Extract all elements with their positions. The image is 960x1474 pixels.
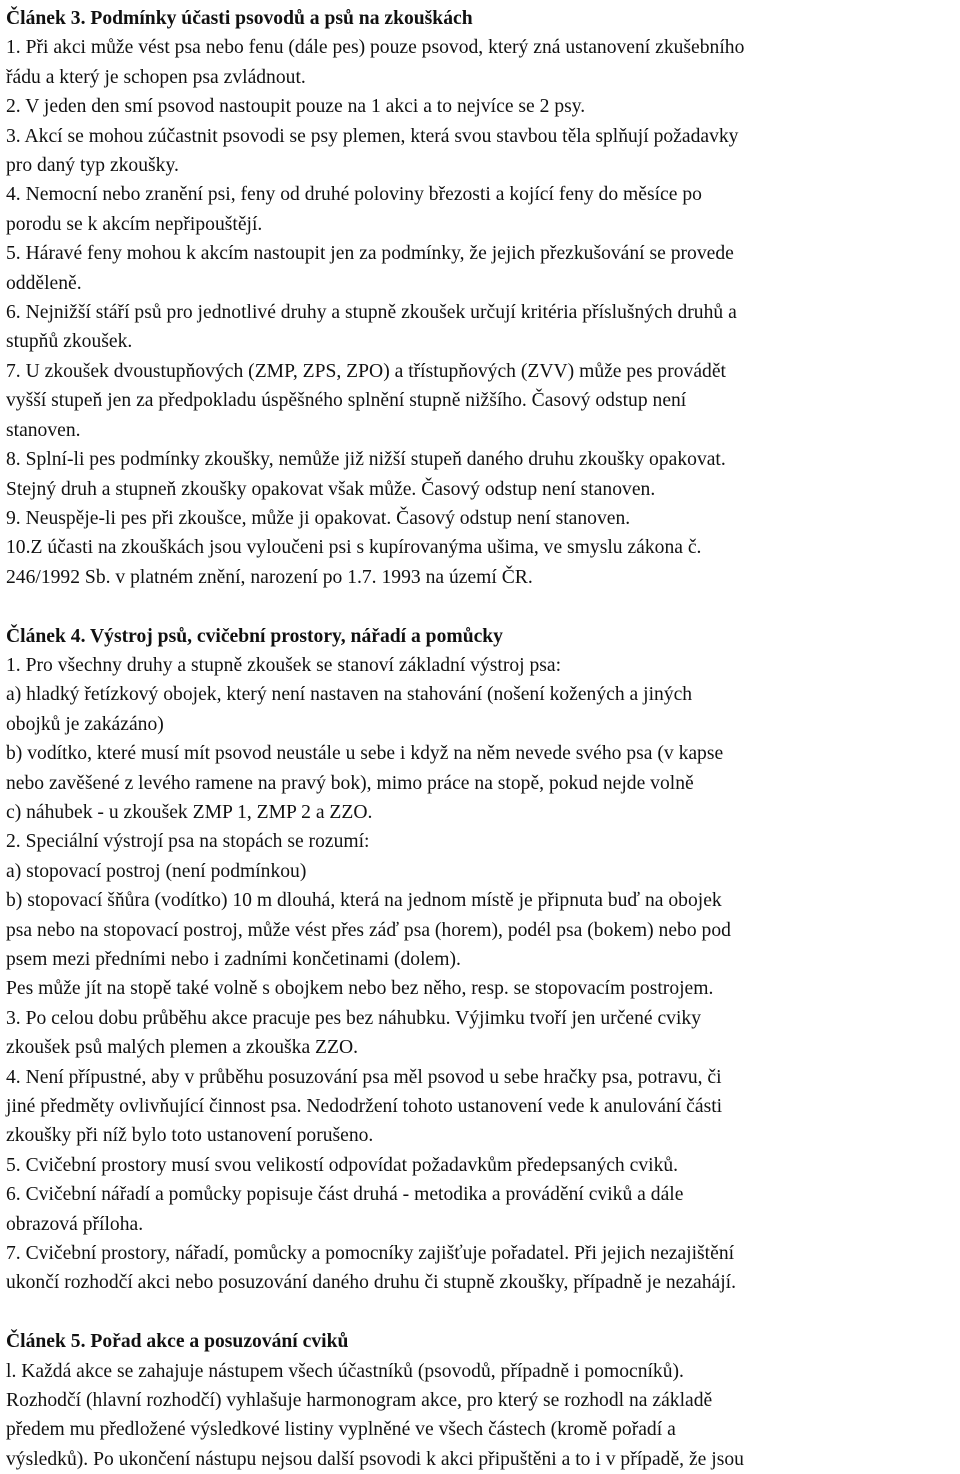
text-line: 4. Nemocní nebo zranění psi, feny od druhé poloviny březosti a kojící feny do měsíce po — [6, 184, 702, 206]
text-line: Rozhodčí (hlavní rozhodčí) vyhlašuje harmonogram akce, pro který se rozhodl na základě — [6, 1390, 713, 1412]
text-line: zkoušky při níž bylo toto ustanovení porušeno. — [6, 1125, 374, 1147]
text-line: 3. Po celou dobu průběhu akce pracuje pes bez náhubku. Výjimku tvoří jen určené cviky — [6, 1007, 702, 1029]
text-line: 8. Splní-li pes podmínky zkoušky, nemůže již nižší stupeň daného druhu zkoušky opakovat. — [6, 449, 726, 471]
text-line: c) náhubek - u zkoušek ZMP 1, ZMP 2 a ZZO. — [6, 801, 373, 823]
text-line: 9. Neuspěje-li pes při zkoušce, může ji opakovat. Časový odstup není stanoven. — [6, 507, 631, 529]
text-line: 6. Cvičební nářadí a pomůcky popisuje část druhá - metodika a provádění cviků a dále — [6, 1184, 684, 1206]
text-line: obrazová příloha. — [6, 1213, 144, 1235]
article-body — [6, 651, 960, 1298]
text-line: b) vodítko, které musí mít psovod neustále u sebe i když na něm nevede svého psa (v kapse — [6, 743, 724, 765]
text-line: a) stopovací postroj (není podmínkou) — [6, 860, 307, 882]
article-body — [6, 33, 960, 592]
text-line: 246/1992 Sb. v platném znění, narození po 1.7. 1993 na území ČR. — [6, 566, 533, 588]
text-line: 1. Při akci může vést psa nebo fenu (dále pes) pouze psovod, který zná ustanovení zkušebního — [6, 37, 745, 59]
text-line: a) hladký řetízkový obojek, který není nastaven na stahování (nošení kožených a jiných — [6, 684, 693, 706]
article-heading: Článek 4. Výstroj psů, cvičební prostory, nářadí a pomůcky — [6, 625, 503, 647]
text-line: b) stopovací šňůra (vodítko) 10 m dlouhá, která na jednom místě je připnuta buď na obojek — [6, 890, 722, 912]
article-body — [6, 1357, 960, 1474]
text-line: psem mezi předními nebo i zadními končetinami (dolem). — [6, 948, 461, 970]
text-line: Stejný druh a stupneň zkoušky opakovat však může. Časový odstup není stanoven. — [6, 478, 656, 500]
text-line: zkoušek psů malých plemen a zkouška ZZO. — [6, 1037, 359, 1059]
text-line: 1. Pro všechny druhy a stupně zkoušek se stanoví základní výstroj psa: — [6, 654, 562, 676]
text-line: 3. Akcí se mohou zúčastnit psovodi se psy plemen, která svou stavbou těla splňují požadavky — [6, 125, 739, 147]
article-5 — [6, 1327, 960, 1474]
article-heading: Článek 3. Podmínky účasti psovodů a psů na zkouškách — [6, 8, 473, 29]
text-line: 2. V jeden den smí psovod nastoupit pouze na 1 akci a to nejvíce se 2 psy. — [6, 96, 586, 118]
text-line: odděleně. — [6, 272, 82, 294]
text-line: 5. Háravé feny mohou k akcím nastoupit jen za podmínky, že jejich přezkušování se provede — [6, 243, 734, 265]
text-line: porodu se k akcím nepřipouštějí. — [6, 213, 263, 235]
text-line: 6. Nejnižší stáří psů pro jednotlivé druhy a stupně zkoušek určují kritéria příslušných druhů a — [6, 302, 737, 324]
text-line: Pes může jít na stopě také volně s obojkem nebo bez něho, resp. se stopovacím postrojem. — [6, 978, 714, 1000]
text-line: 10.Z účasti na zkouškách jsou vyloučeni psi s kupírovanýma ušima, ve smyslu zákona č. — [6, 537, 702, 559]
text-line: vyšší stupeň jen za předpokladu úspěšného splnění stupně nižšího. Časový odstup není — [6, 390, 687, 412]
text-line: předem mu předložené výsledkové listiny vyplněné ve všech částech (kromě pořadí a — [6, 1419, 676, 1441]
text-line: pro daný typ zkoušky. — [6, 155, 179, 177]
article-4 — [6, 622, 960, 1298]
text-line: 5. Cvičební prostory musí svou velikostí odpovídat požadavkům předepsaných cviků. — [6, 1154, 679, 1176]
text-line: stanoven. — [6, 419, 81, 441]
text-line: stupňů zkoušek. — [6, 331, 133, 353]
text-line: výsledků). Po ukončení nástupu nejsou další psovodi k akci připuštěni a to i v případě, že jsou — [6, 1448, 744, 1470]
text-line: psa nebo na stopovací postroj, může vést přes záď psa (horem), podél psa (bokem) nebo pod — [6, 919, 731, 941]
text-line: 2. Speciální výstrojí psa na stopách se rozumí: — [6, 831, 370, 853]
text-line: 7. Cvičební prostory, nářadí, pomůcky a pomocníky zajišťuje pořadatel. Při jejich nezajištění — [6, 1243, 735, 1265]
text-line: nebo zavěšené z levého ramene na pravý bok), mimo práce na stopě, pokud nejde volně — [6, 772, 694, 794]
text-line: 7. U zkoušek dvoustupňových (ZMP, ZPS, ZPO) a třístupňových (ZVV) může pes provádět — [6, 360, 726, 382]
article-3 — [6, 4, 960, 592]
text-line: obojků je zakázáno) — [6, 713, 164, 735]
text-line: jiné předměty ovlivňující činnost psa. Nedodržení tohoto ustanovení vede k anulování části — [6, 1096, 723, 1118]
text-line: ukončí rozhodčí akci nebo posuzování daného druhu či stupně zkoušky, případně je nezahájí. — [6, 1272, 737, 1294]
text-line: l. Každá akce se zahajuje nástupem všech účastníků (psovodů, případně i pomocníků). — [6, 1360, 684, 1382]
text-line: řádu a který je schopen psa zvládnout. — [6, 66, 306, 88]
text-line: 4. Není přípustné, aby v průběhu posuzování psa měl psovod u sebe hračky psa, potravu, či — [6, 1066, 722, 1088]
article-heading: Článek 5. Pořad akce a posuzování cviků — [6, 1331, 349, 1353]
